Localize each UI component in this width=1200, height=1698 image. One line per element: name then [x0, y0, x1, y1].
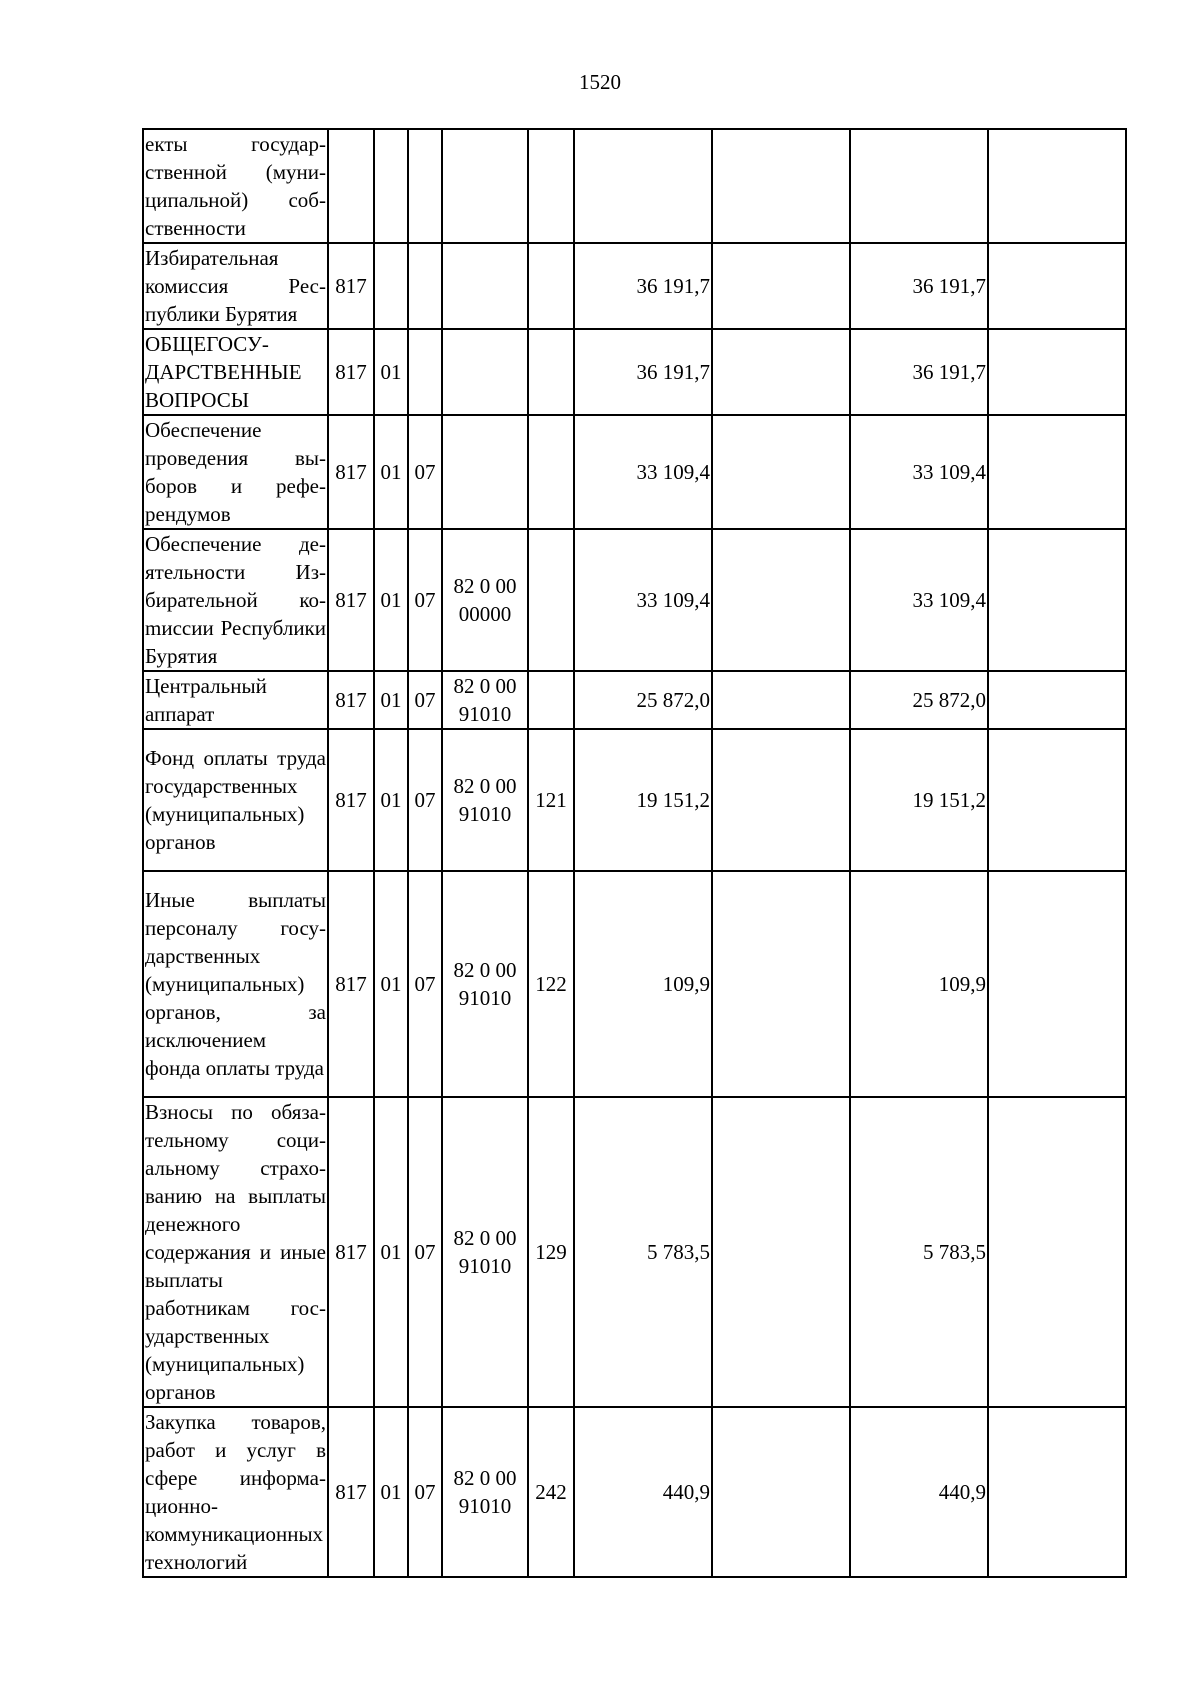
cell-sum-1: 440,9	[574, 1407, 712, 1577]
cell-grbs: 817	[328, 729, 374, 871]
cell-extra	[988, 529, 1126, 671]
cell-pr: 07	[408, 529, 442, 671]
cell-pr: 07	[408, 729, 442, 871]
cell-sum-3: 440,9	[850, 1407, 988, 1577]
cell-sum-1: 33 109,4	[574, 415, 712, 529]
cell-sum-2	[712, 871, 850, 1097]
cell-rz: 01	[374, 1097, 408, 1407]
csr-line-2: 91010	[458, 986, 512, 1010]
cell-grbs: 817	[328, 329, 374, 415]
cell-rz	[374, 243, 408, 329]
cell-sum-1: 36 191,7	[574, 329, 712, 415]
cell-extra	[988, 1097, 1126, 1407]
cell-sum-3: 36 191,7	[850, 329, 988, 415]
csr-line-1: 82 0 00	[453, 1226, 517, 1250]
cell-extra	[988, 671, 1126, 729]
csr-line-2: 91010	[458, 702, 512, 726]
table-row	[143, 329, 1126, 415]
csr-line-2: 00000	[458, 602, 512, 626]
table-row	[143, 129, 1126, 243]
cell-sum-2	[712, 1407, 850, 1577]
cell-csr	[442, 871, 528, 1097]
cell-rz	[374, 129, 408, 243]
cell-pr: 07	[408, 671, 442, 729]
csr-line-1: 82 0 00	[453, 1466, 517, 1490]
csr-line-1: 82 0 00	[453, 674, 517, 698]
cell-pr: 07	[408, 415, 442, 529]
cell-sum-3: 25 872,0	[850, 671, 988, 729]
cell-sum-3: 36 191,7	[850, 243, 988, 329]
cell-sum-2	[712, 243, 850, 329]
cell-name: Центральный аппарат	[143, 671, 328, 729]
table-row	[143, 243, 1126, 329]
cell-sum-1: 19 151,2	[574, 729, 712, 871]
cell-sum-2	[712, 329, 850, 415]
cell-extra	[988, 871, 1126, 1097]
cell-sum-2	[712, 671, 850, 729]
cell-sum-3: 19 151,2	[850, 729, 988, 871]
cell-grbs: 817	[328, 871, 374, 1097]
cell-grbs: 817	[328, 243, 374, 329]
cell-grbs: 817	[328, 1097, 374, 1407]
cell-grbs: 817	[328, 529, 374, 671]
cell-name: Фонд оплаты труда государственных (муниципальных) органов	[143, 729, 328, 871]
csr-line-1: 82 0 00	[453, 574, 517, 598]
cell-name: Обеспечение проведения выборов и референдумов	[143, 415, 328, 529]
cell-vr	[528, 415, 574, 529]
cell-name: Избирательная комиссия Республики Бурятия	[143, 243, 328, 329]
cell-csr	[442, 729, 528, 871]
table-row	[143, 729, 1126, 871]
cell-sum-3: 109,9	[850, 871, 988, 1097]
cell-extra	[988, 329, 1126, 415]
cell-sum-2	[712, 415, 850, 529]
cell-extra	[988, 415, 1126, 529]
cell-sum-2	[712, 129, 850, 243]
cell-sum-1: 33 109,4	[574, 529, 712, 671]
cell-vr: 129	[528, 1097, 574, 1407]
cell-name: Обеспечение деятельности Избирательной коmиссии Республики Бурятия	[143, 529, 328, 671]
csr-line-1: 82 0 00	[453, 958, 517, 982]
cell-vr	[528, 671, 574, 729]
cell-extra	[988, 243, 1126, 329]
cell-grbs: 817	[328, 671, 374, 729]
cell-grbs	[328, 129, 374, 243]
cell-sum-1	[574, 129, 712, 243]
csr-line-1: 82 0 00	[453, 774, 517, 798]
cell-vr: 122	[528, 871, 574, 1097]
table-row	[143, 671, 1126, 729]
budget-table-body	[143, 129, 1126, 1577]
cell-sum-1: 36 191,7	[574, 243, 712, 329]
cell-grbs: 817	[328, 1407, 374, 1577]
cell-csr	[442, 415, 528, 529]
cell-csr	[442, 129, 528, 243]
cell-sum-3	[850, 129, 988, 243]
cell-sum-2	[712, 529, 850, 671]
csr-line-2: 91010	[458, 1254, 512, 1278]
cell-sum-3: 5 783,5	[850, 1097, 988, 1407]
cell-csr	[442, 243, 528, 329]
cell-name: ОБЩЕГОСУДАРСТВЕННЫЕ ВОПРОСЫ	[143, 329, 328, 415]
table-row	[143, 1097, 1126, 1407]
cell-name: Закупка товаров, работ и услуг в сфере информационно-коммуникационных технологий	[143, 1407, 328, 1577]
cell-name: Взносы по обязательному социальному страхованию на выплаты денежного содержания и иные выплаты работникам государственных (муниципальных) органов	[143, 1097, 328, 1407]
cell-pr	[408, 129, 442, 243]
table-row	[143, 871, 1126, 1097]
cell-rz: 01	[374, 1407, 408, 1577]
page-number: 1520	[579, 70, 621, 94]
cell-name: екты государственной (муниципальной) собственности	[143, 129, 328, 243]
cell-pr	[408, 329, 442, 415]
cell-vr	[528, 243, 574, 329]
cell-csr	[442, 329, 528, 415]
cell-extra	[988, 729, 1126, 871]
csr-line-2: 91010	[458, 802, 512, 826]
cell-sum-1: 25 872,0	[574, 671, 712, 729]
csr-line-2: 91010	[458, 1494, 512, 1518]
cell-rz: 01	[374, 329, 408, 415]
table-row	[143, 415, 1126, 529]
cell-rz: 01	[374, 729, 408, 871]
cell-rz: 01	[374, 529, 408, 671]
cell-rz: 01	[374, 871, 408, 1097]
cell-extra	[988, 1407, 1126, 1577]
cell-sum-3: 33 109,4	[850, 529, 988, 671]
cell-pr: 07	[408, 1407, 442, 1577]
cell-sum-3: 33 109,4	[850, 415, 988, 529]
cell-csr	[442, 671, 528, 729]
cell-sum-2	[712, 1097, 850, 1407]
cell-grbs: 817	[328, 415, 374, 529]
cell-rz: 01	[374, 415, 408, 529]
table-row	[143, 529, 1126, 671]
cell-extra	[988, 129, 1126, 243]
cell-rz: 01	[374, 671, 408, 729]
cell-pr: 07	[408, 871, 442, 1097]
cell-csr	[442, 1407, 528, 1577]
cell-sum-1: 109,9	[574, 871, 712, 1097]
cell-sum-2	[712, 729, 850, 871]
cell-vr: 121	[528, 729, 574, 871]
cell-sum-1: 5 783,5	[574, 1097, 712, 1407]
cell-csr	[442, 529, 528, 671]
cell-pr: 07	[408, 1097, 442, 1407]
cell-name: Иные выплаты персоналу государственных (муниципальных) органов, за исключением фонда оплаты труда	[143, 871, 328, 1097]
cell-vr	[528, 529, 574, 671]
cell-vr: 242	[528, 1407, 574, 1577]
cell-csr	[442, 1097, 528, 1407]
budget-table	[142, 128, 1127, 1578]
cell-pr	[408, 243, 442, 329]
table-row	[143, 1407, 1126, 1577]
cell-vr	[528, 329, 574, 415]
cell-vr	[528, 129, 574, 243]
